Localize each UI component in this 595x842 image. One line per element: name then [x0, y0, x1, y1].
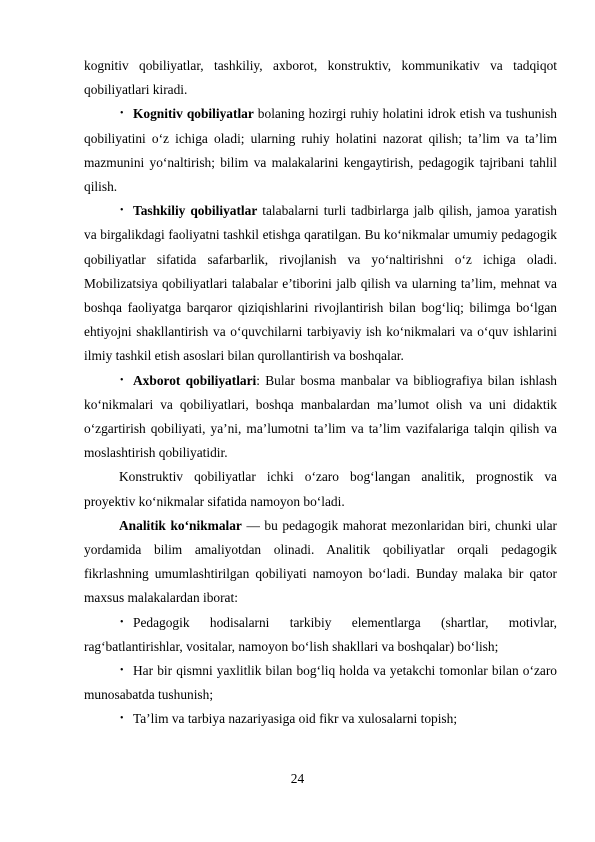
definition-axborot: : Bular bosma manbalar va bibliografiya bilan ishlash ko‘nikmalari va qobiliyatlari, boshqa manbalardan ma’lumot olish va uni didaktik o‘zgartirish qobiliyati, ya’ni, ma’lumotni ta’lim va ta’lim vazifalariga talqin qilish va moslashtirish qobiliyatidir. — [84, 372, 557, 461]
definition-kognitiv: bolaning hozirgi ruhiy holatini idrok etish va tushunish qobiliyatini o‘z ichiga oladi; ularning ruhiy holatini nazorat qilish; ta’lim va ta’lim mazmunini yo‘naltirish; bilim va malakalarini kengaytirish, pedagogik tajribani tahlil qilish. — [84, 106, 558, 195]
bullet-icon: • — [120, 374, 124, 386]
intro-paragraph: kognitiv qobiliyatlar, tashkiliy, axborot, konstruktiv, kommunikativ va tadqiqot qobiliyatlari kiradi. — [84, 58, 557, 98]
analitik-paragraph — [84, 514, 557, 611]
term-axborot: Axborot qobiliyatlari — [133, 372, 257, 388]
definition-analitik: — bu pedagogik mahorat mezonlaridan biri, chunki ular yordamida bilim amaliyotdan olinadi. Analitik qobiliyatlar orqali pedagogik fikrlashning umumlashtirilgan qobiliyati namoyon bo‘ladi. Bunday malaka bir qator maxsus malakalardan iborat: — [84, 517, 558, 606]
konstruktiv-paragraph: Konstruktiv qobiliyatlar ichki o‘zaro bog‘langan analitik, prognostik va proyektiv ko‘nikmalar sifatida namoyon bo‘ladi. — [84, 469, 557, 509]
list-item-skill-1: • Pedagogik hodisalarni tarkibiy elementlarga (shartlar, motivlar, rag‘batlantirishlar, vositalar, namoyon bo‘lish shakllari va boshqalar) bo‘lish; — [84, 611, 557, 659]
list-item-skill-3: • Ta’lim va tarbiya nazariyasiga oid fikr va xulosalarni topish; — [84, 707, 557, 731]
term-analitik: Analitik ko‘nikmalar — [119, 517, 242, 533]
bullet-icon: • — [120, 108, 124, 120]
definition-tashkiliy: talabalarni turli tadbirlarga jalb qilish, jamoa yaratish va birgalikdagi faoliyatni tashkil etishga qaratilgan. Bu ko‘nikmalar umumiy pedagogik qobiliyatlar sifatida safarbarlik, rivojlanish va yo‘naltirishni o‘z ichiga oladi. Mobilizatsiya qobiliyatlari talabalar e’tiborini jalb qilish va ularning ta’lim, mehnat va boshqa faoliyatga barqaror qiziqishlarini rivojlantirish bilan bog‘liq; bilimga bo‘lgan ehtiyojni shakllantirish va o‘quvchilarni tarbiyaviy ish ko‘nikmalari va o‘quv ishlarini ilmiy tashkil etish asoslari bilan qurollantirish va boshqalar. — [84, 203, 557, 364]
list-item-kognitiv — [84, 102, 557, 199]
term-kognitiv: Kognitiv qobiliyatlar — [133, 106, 254, 122]
page-number: 24 — [290, 771, 305, 786]
bullet-icon: • — [120, 665, 124, 677]
list-item-skill-2: • Har bir qismni yaxlitlik bilan bog‘liq holda va yetakchi tomonlar bilan o‘zaro munosabatda tushunish; — [84, 659, 557, 707]
list-item-tashkiliy — [84, 199, 557, 368]
bullet-icon: • — [120, 616, 124, 628]
list-item-axborot — [84, 369, 557, 466]
bullet-icon: • — [120, 205, 124, 217]
document-page — [84, 54, 557, 732]
bullet-icon: • — [120, 713, 124, 725]
term-tashkiliy: Tashkiliy qobiliyatlar — [133, 203, 258, 219]
